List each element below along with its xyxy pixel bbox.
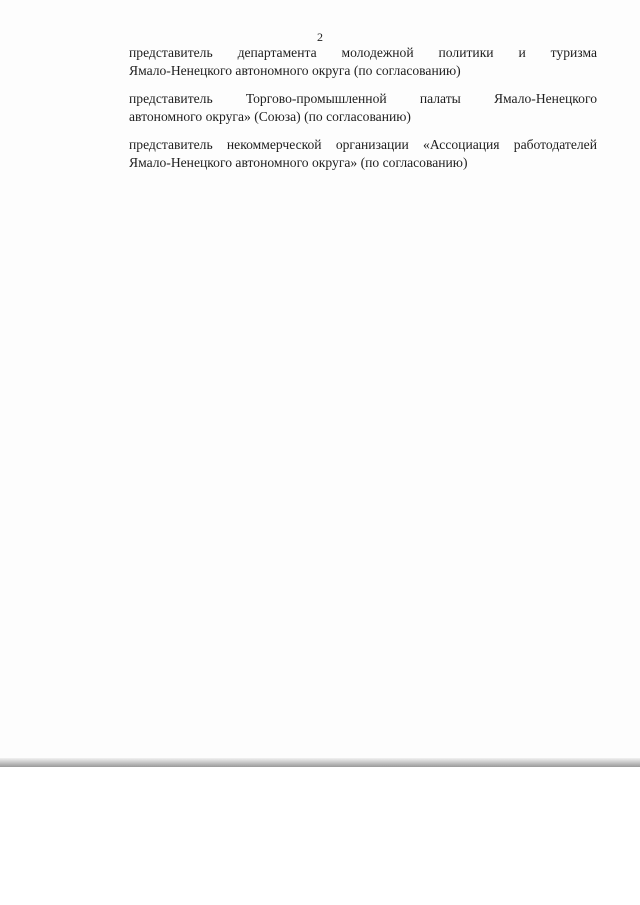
- paragraph-line: Ямало-Ненецкого автономного округа» (по согласованию): [129, 155, 468, 170]
- paragraph-line: представитель департамента молодежной политики и туризма: [129, 45, 597, 60]
- paragraph-line: автономного округа» (Союза) (по согласованию): [129, 109, 411, 124]
- paragraph-chamber-of-commerce: [91, 90, 597, 126]
- paragraph-line: Ямало-Ненецкого автономного округа (по согласованию): [129, 63, 461, 78]
- paragraph-line: представитель некоммерческой организации «Ассоциация работодателей: [129, 137, 597, 152]
- paragraph-line: представитель Торгово-промышленной палаты Ямало-Ненецкого: [129, 91, 597, 106]
- paragraph-youth-tourism-department: [91, 44, 597, 80]
- page-number: 2: [317, 30, 323, 44]
- document-body: [91, 44, 597, 182]
- paragraph-employers-association: [91, 136, 597, 172]
- scan-bottom-edge: [0, 758, 640, 767]
